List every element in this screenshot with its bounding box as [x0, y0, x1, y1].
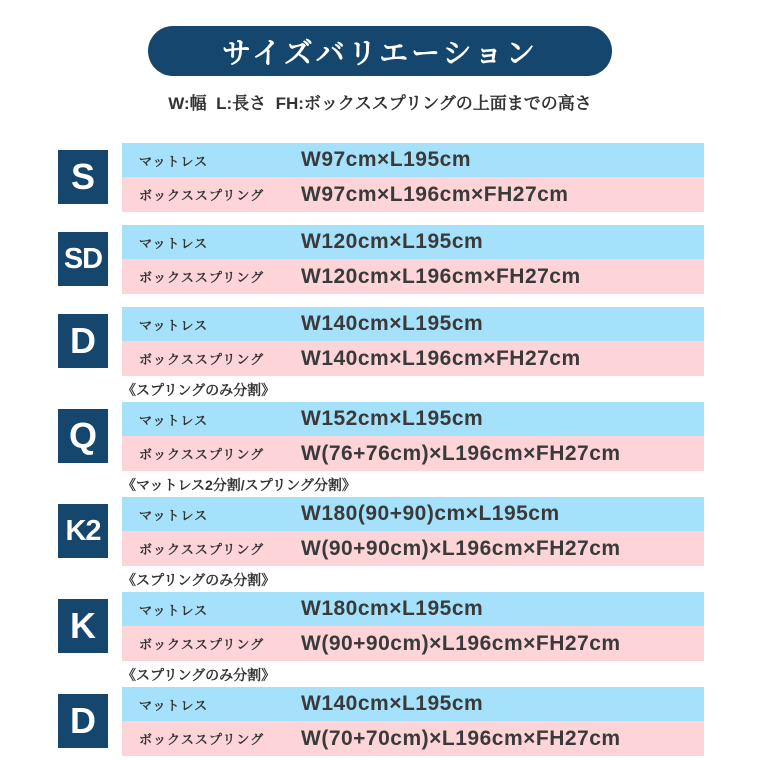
size-badge: K2: [58, 504, 108, 558]
size-section-content: [122, 572, 704, 661]
box-spring-dimensions: W(90+90cm)×L196cm×FH27cm: [301, 631, 621, 655]
mattress-dimensions: W152cm×L195cm: [301, 407, 484, 430]
mattress-row-label: マットレス: [139, 602, 209, 618]
mattress-row: [122, 402, 704, 436]
box-spring-dimensions: W140cm×L196cm×FH27cm: [301, 346, 581, 370]
size-section: [58, 572, 704, 661]
mattress-row-label: マットレス: [139, 153, 209, 169]
box-spring-row-label: ボックススプリング: [139, 447, 265, 462]
mattress-row-label: マットレス: [139, 235, 209, 251]
size-label-column: [58, 307, 122, 376]
mattress-row: [122, 143, 704, 177]
mattress-row: [122, 225, 704, 259]
box-spring-row: [122, 721, 704, 756]
split-note: 《マットレス2分割/スプリング分割》: [122, 477, 356, 493]
mattress-row: [122, 307, 704, 341]
split-note: 《スプリングのみ分割》: [122, 572, 276, 588]
box-spring-row-label: ボックススプリング: [139, 732, 265, 747]
mattress-row-label: マットレス: [139, 697, 209, 713]
size-section-content: [122, 225, 704, 294]
page-title: サイズバリエーション: [148, 26, 612, 76]
size-badge: K: [58, 599, 108, 653]
size-label-column: [58, 572, 122, 661]
mattress-row-label: マットレス: [139, 507, 209, 523]
mattress-row: [122, 592, 704, 626]
size-badge: D: [58, 314, 108, 368]
mattress-dimensions: W140cm×L195cm: [301, 692, 484, 715]
mattress-dimensions: W140cm×L195cm: [301, 312, 484, 335]
size-label-column: [58, 225, 122, 294]
mattress-row-label: マットレス: [139, 317, 209, 333]
box-spring-row-label: ボックススプリング: [139, 352, 265, 367]
mattress-row-label: マットレス: [139, 412, 209, 428]
size-badge: Q: [58, 409, 108, 463]
size-label-column: [58, 667, 122, 756]
mattress-dimensions: W97cm×L195cm: [301, 148, 472, 171]
size-badge: S: [58, 150, 108, 204]
size-section: [58, 477, 704, 566]
box-spring-row-label: ボックススプリング: [139, 270, 265, 285]
box-spring-row: [122, 436, 704, 471]
box-spring-dimensions: W97cm×L196cm×FH27cm: [301, 182, 569, 206]
size-badge: SD: [58, 232, 108, 286]
box-spring-row: [122, 177, 704, 212]
box-spring-row-label: ボックススプリング: [139, 637, 265, 652]
size-section-content: [122, 382, 704, 471]
size-section: [58, 307, 704, 376]
legend-subtitle: W:幅 L:長さ FH:ボックススプリングの上面までの高さ: [168, 94, 592, 113]
size-section: [58, 225, 704, 294]
size-section: [58, 143, 704, 212]
box-spring-row: [122, 626, 704, 661]
size-label-column: [58, 382, 122, 471]
mattress-dimensions: W180cm×L195cm: [301, 597, 484, 620]
size-section-content: [122, 667, 704, 756]
size-badge: D: [58, 694, 108, 748]
mattress-dimensions: W180(90+90)cm×L195cm: [301, 502, 560, 525]
box-spring-row: [122, 531, 704, 566]
size-label-column: [58, 143, 122, 212]
box-spring-row-label: ボックススプリング: [139, 188, 265, 203]
box-spring-dimensions: W(76+76cm)×L196cm×FH27cm: [301, 441, 621, 465]
size-section: [58, 382, 704, 471]
mattress-dimensions: W120cm×L195cm: [301, 230, 484, 253]
mattress-row: [122, 497, 704, 531]
box-spring-row: [122, 341, 704, 376]
size-section-content: [122, 477, 704, 566]
size-label-column: [58, 477, 122, 566]
box-spring-dimensions: W120cm×L196cm×FH27cm: [301, 264, 581, 288]
mattress-row: [122, 687, 704, 721]
size-sections: [0, 143, 760, 756]
box-spring-row: [122, 259, 704, 294]
split-note: 《スプリングのみ分割》: [122, 382, 276, 398]
split-note: 《スプリングのみ分割》: [122, 667, 276, 683]
size-section-content: [122, 143, 704, 212]
size-section: [58, 667, 704, 756]
size-section-content: [122, 307, 704, 376]
box-spring-dimensions: W(70+70cm)×L196cm×FH27cm: [301, 726, 621, 750]
box-spring-row-label: ボックススプリング: [139, 542, 265, 557]
box-spring-dimensions: W(90+90cm)×L196cm×FH27cm: [301, 536, 621, 560]
